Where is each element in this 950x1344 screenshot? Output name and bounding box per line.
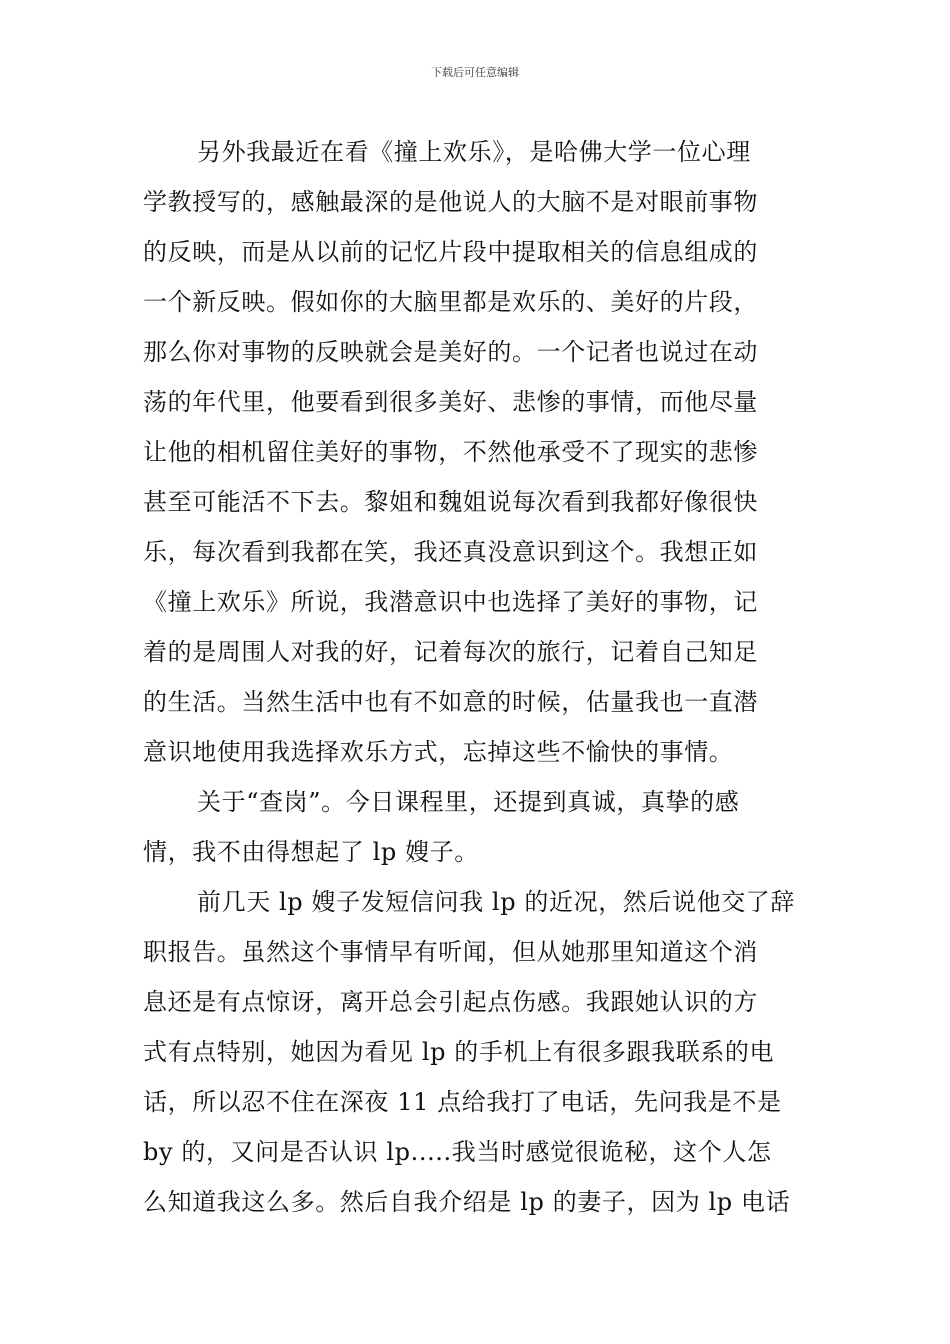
paragraph-line: 甚至可能活不下去。黎姐和魏姐说每次看到我都好像很快 xyxy=(143,488,758,516)
paragraph-line: 学教授写的，感触最深的是他说人的大脑不是对眼前事物 xyxy=(143,188,758,216)
paragraph-line: 一个新反映。假如你的大脑里都是欢乐的、美好的片段， xyxy=(143,288,758,316)
paragraph-line: 的反映，而是从以前的记忆片段中提取相关的信息组成的 xyxy=(143,238,758,266)
paragraph-line: 情，我不由得想起了 lp 嫂子。 xyxy=(143,838,479,866)
paragraph-line: 那么你对事物的反映就会是美好的。一个记者也说过在动 xyxy=(143,338,758,366)
paragraph-line: 的生活。当然生活中也有不如意的时候，估量我也一直潜 xyxy=(143,688,758,716)
page-header: 下载后可任意编辑 xyxy=(431,66,519,79)
paragraph-line: 荡的年代里，他要看到很多美好、悲惨的事情，而他尽量 xyxy=(143,388,758,416)
paragraph-line: 前几天 lp 嫂子发短信问我 lp 的近况，然后说他交了辞 xyxy=(197,888,795,916)
paragraph-line: 式有点特别，她因为看见 lp 的手机上有很多跟我联系的电 xyxy=(143,1038,775,1066)
paragraph-line: 职报告。虽然这个事情早有听闻，但从她那里知道这个消 xyxy=(143,938,758,966)
paragraph-line: 意识地使用我选择欢乐方式，忘掉这些不愉快的事情。 xyxy=(143,738,734,766)
paragraph-line: 另外我最近在看《撞上欢乐》，是哈佛大学一位心理 xyxy=(197,138,751,166)
document-body xyxy=(143,127,809,1227)
paragraph-line: 息还是有点惊讶，离开总会引起点伤感。我跟她认识的方 xyxy=(143,988,758,1016)
paragraph-line: 关于“查岗”。今日课程里，还提到真诚，真挚的感 xyxy=(197,788,740,816)
paragraph-line: by 的，又问是否认识 lp.....我当时感觉很诡秘，这个人怎 xyxy=(143,1138,772,1166)
paragraph-line: 让他的相机留住美好的事物，不然他承受不了现实的悲惨 xyxy=(143,438,758,466)
paragraph-line: 《撞上欢乐》所说，我潜意识中也选择了美好的事物，记 xyxy=(143,588,758,616)
paragraph-line: 话，所以忍不住在深夜 11 点给我打了电话，先问我是不是 xyxy=(143,1088,782,1116)
paragraph-line: 乐，每次看到我都在笑，我还真没意识到这个。我想正如 xyxy=(143,538,758,566)
paragraph-line: 着的是周围人对我的好，记着每次的旅行，记着自己知足 xyxy=(143,638,758,666)
paragraph-line: 么知道我这么多。然后自我介绍是 lp 的妻子，因为 lp 电话 xyxy=(143,1188,791,1216)
